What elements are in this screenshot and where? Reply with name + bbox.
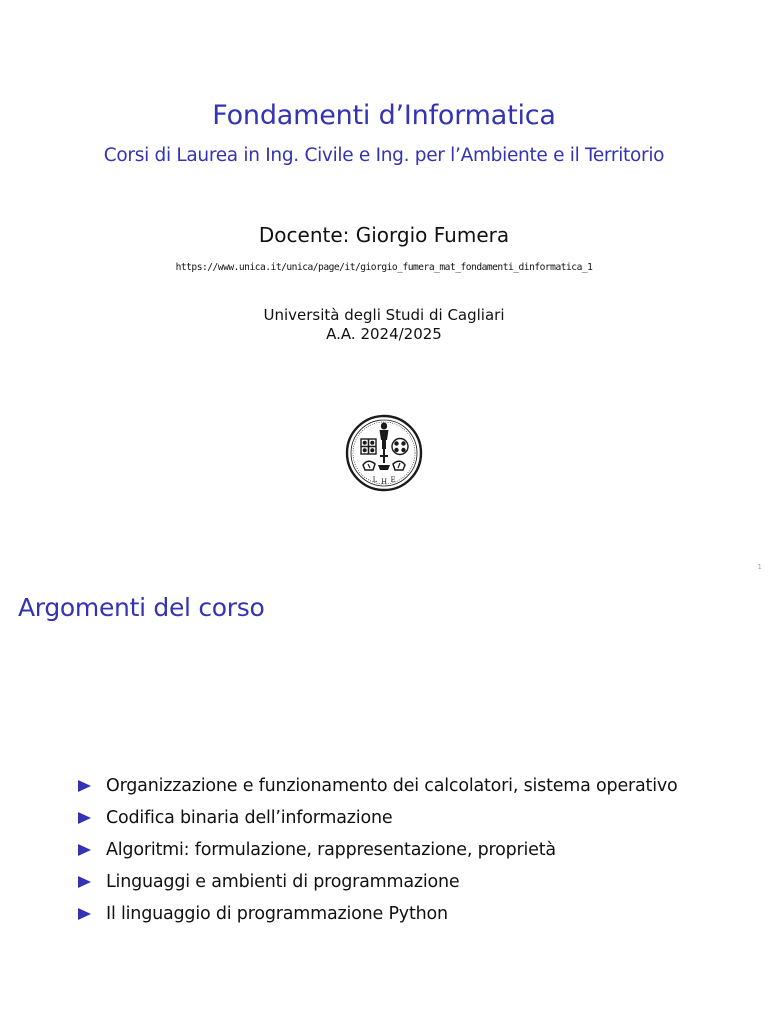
institute-name: Università degli Studi di Cagliari — [263, 306, 505, 324]
topics-slide — [0, 577, 768, 1024]
presentation-title: Fondamenti d’Informatica — [212, 100, 556, 131]
topic-text: Linguaggi e ambienti di programmazione — [106, 872, 460, 892]
triangle-bullet-icon — [78, 844, 91, 856]
topic-text: Algoritmi: formulazione, rappresentazione, proprietà — [106, 840, 556, 860]
course-url: https://www.unica.it/unica/page/it/giorgio_fumera_mat_fondamenti_dinformatica_1 — [175, 262, 593, 273]
seal-letter-e: E — [390, 476, 396, 484]
institute-block — [0, 306, 768, 344]
topic-text: Organizzazione e funzionamento dei calcolatori, sistema operativo — [106, 776, 678, 796]
triangle-bullet-icon — [78, 780, 91, 792]
seal-letter-h: H — [380, 478, 388, 486]
presentation-subtitle: Corsi di Laurea in Ing. Civile e Ing. per l’Ambiente e il Territorio — [103, 145, 665, 166]
triangle-bullet-icon — [78, 876, 91, 888]
frame-title: Argomenti del corso — [18, 593, 265, 622]
page-number: 1 — [757, 563, 762, 571]
topic-text: Il linguaggio di programmazione Python — [106, 904, 448, 924]
topic-text: Codifica binaria dell’informazione — [106, 808, 393, 828]
triangle-bullet-icon — [78, 812, 91, 824]
university-seal-icon — [344, 413, 424, 493]
author: Docente: Giorgio Fumera — [258, 223, 510, 247]
triangle-bullet-icon — [78, 908, 91, 920]
academic-year: A.A. 2024/2025 — [326, 325, 442, 343]
seal-letter-l: L — [372, 476, 378, 484]
